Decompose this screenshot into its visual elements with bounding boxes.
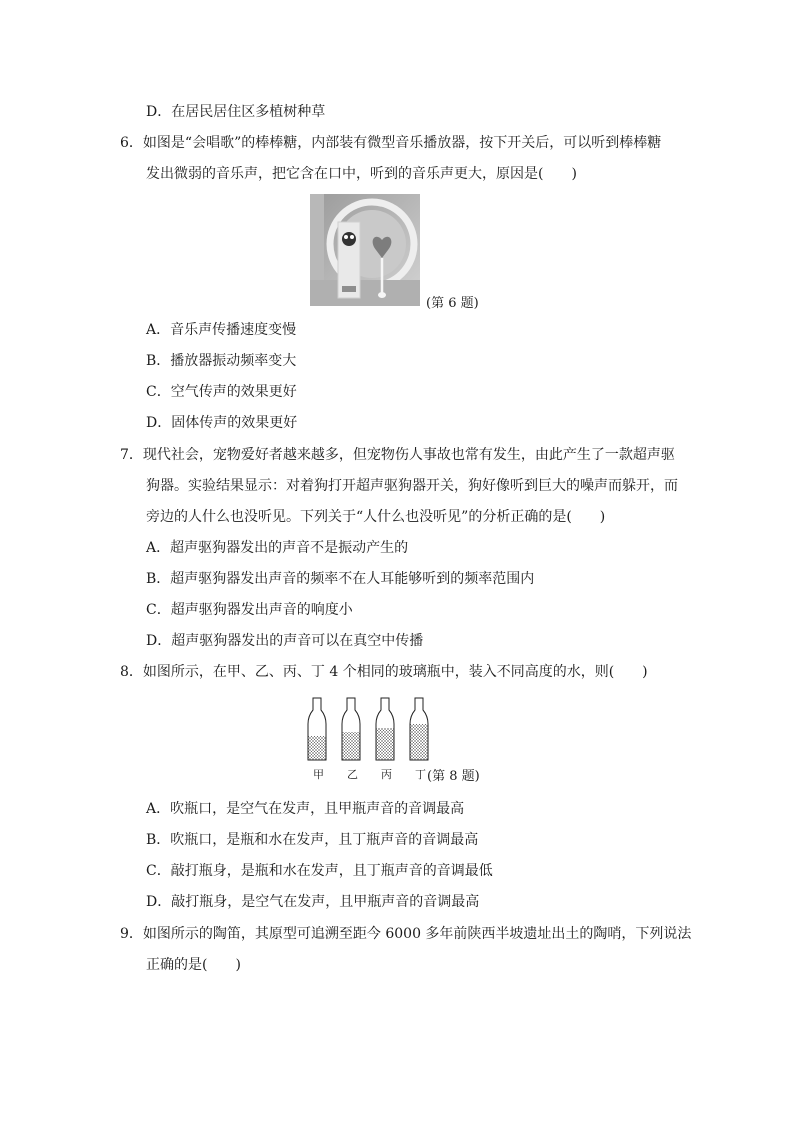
q8-option-c: C．敲打瓶身，是瓶和水在发声，且丁瓶声音的音调最低 (146, 863, 493, 879)
q7-option-b: B．超声驱狗器发出声音的频率不在人耳能够听到的频率范围内 (146, 571, 535, 587)
q8-figure-caption: (第 8 题) (427, 769, 480, 784)
q8-option-a: A．吹瓶口，是空气在发声，且甲瓶声音的音调最高 (146, 801, 465, 817)
q8-option-d: D．敲打瓶身，是空气在发声，且甲瓶声音的音调最高 (146, 894, 480, 910)
bottle-label-jia: 甲 (313, 768, 324, 781)
q7-option-d: D．超声驱狗器发出的声音可以在真空中传播 (146, 633, 424, 649)
q7-stem-line2: 狗器。实验结果显示：对着狗打开超声驱狗器开关，狗好像听到巨大的噪声而躲开，而 (146, 478, 678, 494)
q9-stem-line1: 9．如图所示的陶笛，其原型可追溯至距今 6000 多年前陕西半坡遗址出土的陶哨，下列说法 (120, 926, 692, 942)
bottles-figure (304, 696, 434, 764)
q8-stem: 8．如图所示，在甲、乙、丙、丁 4 个相同的玻璃瓶中，装入不同高度的水，则( ) (120, 664, 648, 680)
q7-stem-line3: 旁边的人什么也没听见。下列关于“人什么也没听见”的分析正确的是( ) (146, 509, 606, 525)
bottle-label-ding: 丁 (415, 768, 426, 781)
q6-stem-line2: 发出微弱的音乐声，把它含在口中，听到的音乐声更大，原因是( ) (146, 166, 577, 182)
q5-option-d: D．在居民居住区多植树种草 (146, 104, 326, 120)
q6-option-a: A．音乐声传播速度变慢 (146, 322, 297, 338)
q9-stem-line2: 正确的是( ) (146, 957, 241, 973)
q6-option-b: B．播放器振动频率变大 (146, 353, 297, 369)
bottle-label-bing: 丙 (381, 768, 392, 781)
q6-figure-caption: (第 6 题) (426, 296, 479, 311)
q6-stem-line1: 6．如图是“会唱歌”的棒棒糖，内部装有微型音乐播放器，按下开关后，可以听到棒棒糖 (120, 135, 662, 151)
q7-option-c: C．超声驱狗器发出声音的响度小 (146, 602, 353, 618)
q6-option-c: C．空气传声的效果更好 (146, 384, 297, 400)
q6-option-d: D．固体传声的效果更好 (146, 415, 298, 431)
q7-option-a: A．超声驱狗器发出的声音不是振动产生的 (146, 540, 409, 556)
bottle-label-yi: 乙 (347, 768, 358, 781)
q8-option-b: B．吹瓶口，是瓶和水在发声，且丁瓶声音的音调最高 (146, 832, 479, 848)
q7-stem-line1: 7．现代社会，宠物爱好者越来越多，但宠物伤人事故也常有发生，由此产生了一款超声驱 (120, 447, 675, 463)
lollipop-figure (310, 194, 420, 306)
